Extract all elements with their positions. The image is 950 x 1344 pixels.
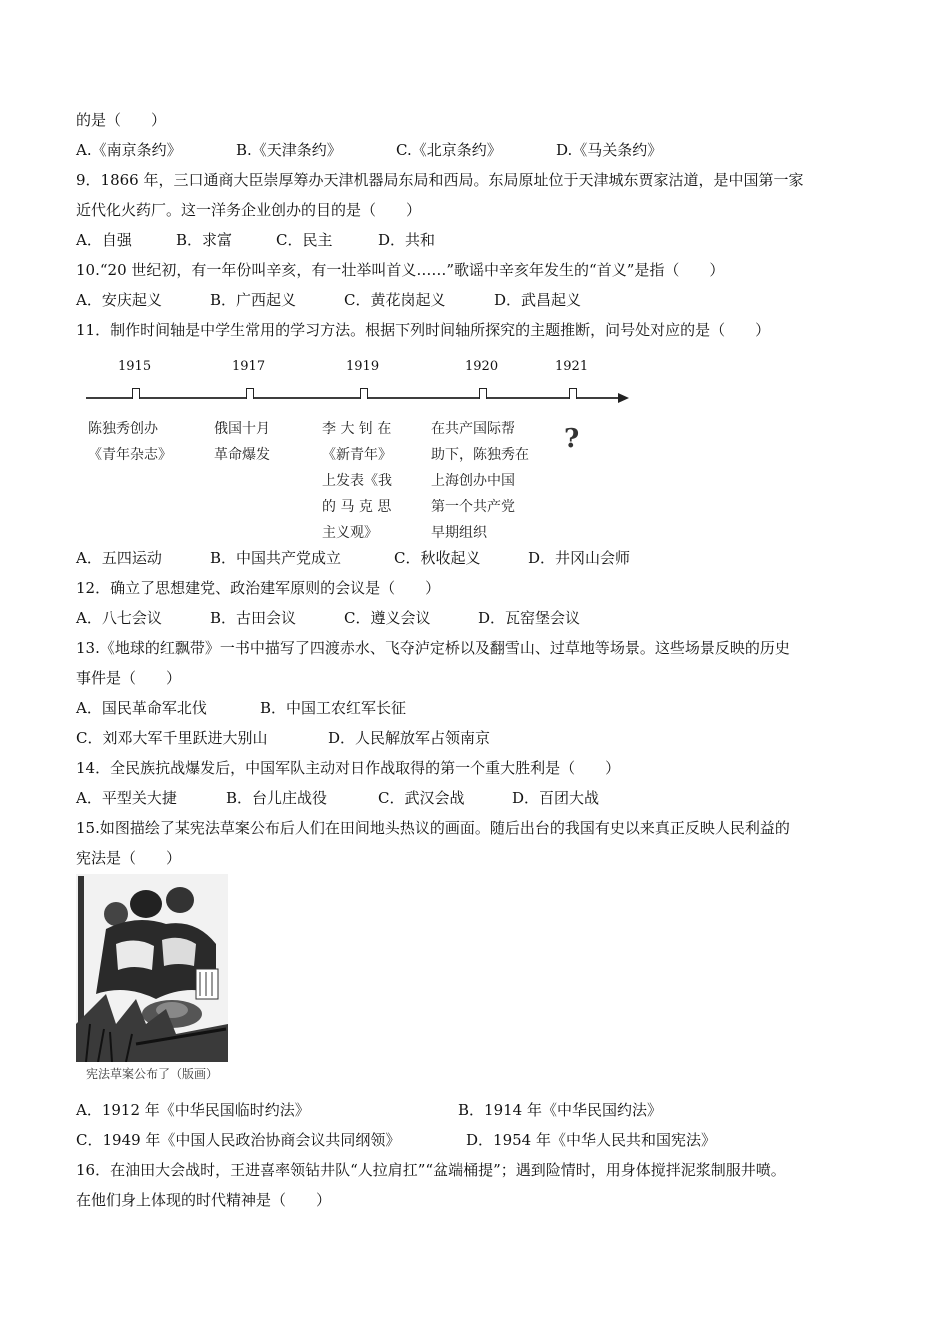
question-9-text-cont: 近代化火药厂。这一洋务企业创办的目的是（ ）: [76, 201, 422, 219]
option-d[interactable]: D．瓦窑堡会议: [478, 609, 581, 627]
timeline-question-mark: ?: [564, 424, 580, 454]
option-d[interactable]: D．人民解放军占领南京: [328, 729, 491, 747]
option-a[interactable]: A．自强: [76, 231, 132, 249]
question-14-text: 14．全民族抗战爆发后，中国军队主动对日作战取得的第一个重大胜利是（ ）: [76, 759, 621, 777]
question-9-text: 9．1866 年，三口通商大臣崇厚筹办天津机器局东局和西局。东局原址位于天津城东贾家沽道，是中国第一家: [76, 171, 804, 189]
timeline-event-1917: 俄国十月 革命爆发: [214, 421, 270, 463]
question-text: 的是（ ）: [76, 111, 167, 129]
question-16-text: 16．在油田大会战时，王进喜率领钻井队“人拉肩扛”“盆端桶提”；遇到险情时，用身体搅拌泥浆制服井喷。: [76, 1161, 786, 1179]
option-c[interactable]: C.《北京条约》: [396, 141, 502, 159]
timeline-year: 1921: [555, 359, 589, 374]
timeline-event-1920: 在共产国际帮 助下，陈独秀在 上海创办中国 第一个共产党 早期组织: [431, 421, 529, 541]
option-a[interactable]: A．八七会议: [76, 609, 162, 627]
timeline-tick: [569, 388, 577, 399]
timeline-tick: [360, 388, 368, 399]
option-a[interactable]: A．1912 年《中华民国临时约法》: [76, 1101, 310, 1119]
question-11-text: 11．制作时间轴是中学生常用的学习方法。根据下列时间轴所探究的主题推断，问号处对应的是（ ）: [76, 321, 771, 339]
option-b[interactable]: B．广西起义: [210, 291, 297, 309]
question-10-text: 10.“20 世纪初，有一年份叫辛亥，有一壮举叫首义……”歌谣中辛亥年发生的“首义”是指（ ）: [76, 261, 725, 279]
option-d[interactable]: D．百团大战: [512, 789, 600, 807]
option-c[interactable]: C．秋收起义: [394, 549, 481, 567]
question-13-text: 13.《地球的红飘带》一书中描写了四渡赤水、飞夺泸定桥以及翻雪山、过草地等场景。这些场景反映的历史: [76, 639, 790, 657]
option-a[interactable]: A．平型关大捷: [76, 789, 177, 807]
option-d[interactable]: D．武昌起义: [494, 291, 582, 309]
option-b[interactable]: B．古田会议: [210, 609, 297, 627]
option-d[interactable]: D．共和: [378, 231, 436, 249]
question-15-text: 15.如图描绘了某宪法草案公布后人们在田间地头热议的画面。随后出台的我国有史以来真正反映人民利益的: [76, 819, 790, 837]
option-c[interactable]: C．1949 年《中国人民政治协商会议共同纲领》: [76, 1131, 401, 1149]
option-a[interactable]: A．安庆起义: [76, 291, 162, 309]
option-b[interactable]: B.《天津条约》: [236, 141, 342, 159]
option-a[interactable]: A.《南京条约》: [76, 141, 182, 159]
option-c[interactable]: C．黄花岗起义: [344, 291, 446, 309]
option-c[interactable]: C．民主: [276, 231, 333, 249]
option-c[interactable]: C．武汉会战: [378, 789, 465, 807]
option-b[interactable]: B．台儿庄战役: [226, 789, 328, 807]
question-16-text-cont: 在他们身上体现的时代精神是（ ）: [76, 1191, 332, 1209]
option-d[interactable]: D．1954 年《中华人民共和国宪法》: [466, 1131, 716, 1149]
timeline-axis: [86, 390, 631, 406]
option-b[interactable]: B．中国工农红军长征: [260, 699, 407, 717]
timeline-year: 1920: [465, 359, 499, 374]
question-13-text-cont: 事件是（ ）: [76, 669, 182, 687]
timeline-event-1915: 陈独秀创办 《青年杂志》: [88, 421, 172, 463]
timeline-tick: [479, 388, 487, 399]
question-15-text-cont: 宪法是（ ）: [76, 849, 182, 867]
option-c[interactable]: C．刘邓大军千里跃进大别山: [76, 729, 268, 747]
option-d[interactable]: D.《马关条约》: [556, 141, 663, 159]
option-b[interactable]: B．1914 年《中华民国约法》: [458, 1101, 662, 1119]
timeline-tick: [132, 388, 140, 399]
question-12-text: 12．确立了思想建党、政治建军原则的会议是（ ）: [76, 579, 441, 597]
option-b[interactable]: B．中国共产党成立: [210, 549, 342, 567]
woodcut-illustration: [76, 874, 228, 1084]
timeline-tick: [246, 388, 254, 399]
timeline-year: 1917: [232, 359, 266, 374]
timeline-event-1919: 李 大 钊 在 《新青年》 上发表《我 的 马 克 思 主义观》: [322, 421, 392, 541]
option-b[interactable]: B．求富: [176, 231, 233, 249]
option-a[interactable]: A．五四运动: [76, 549, 162, 567]
image-caption: 宪法草案公布了（版画）: [86, 1067, 219, 1081]
option-c[interactable]: C．遵义会议: [344, 609, 431, 627]
woodcut-image: [76, 874, 228, 1062]
timeline-year: 1919: [346, 359, 380, 374]
option-d[interactable]: D．井冈山会师: [528, 549, 631, 567]
option-a[interactable]: A．国民革命军北伐: [76, 699, 207, 717]
timeline-year: 1915: [118, 359, 152, 374]
